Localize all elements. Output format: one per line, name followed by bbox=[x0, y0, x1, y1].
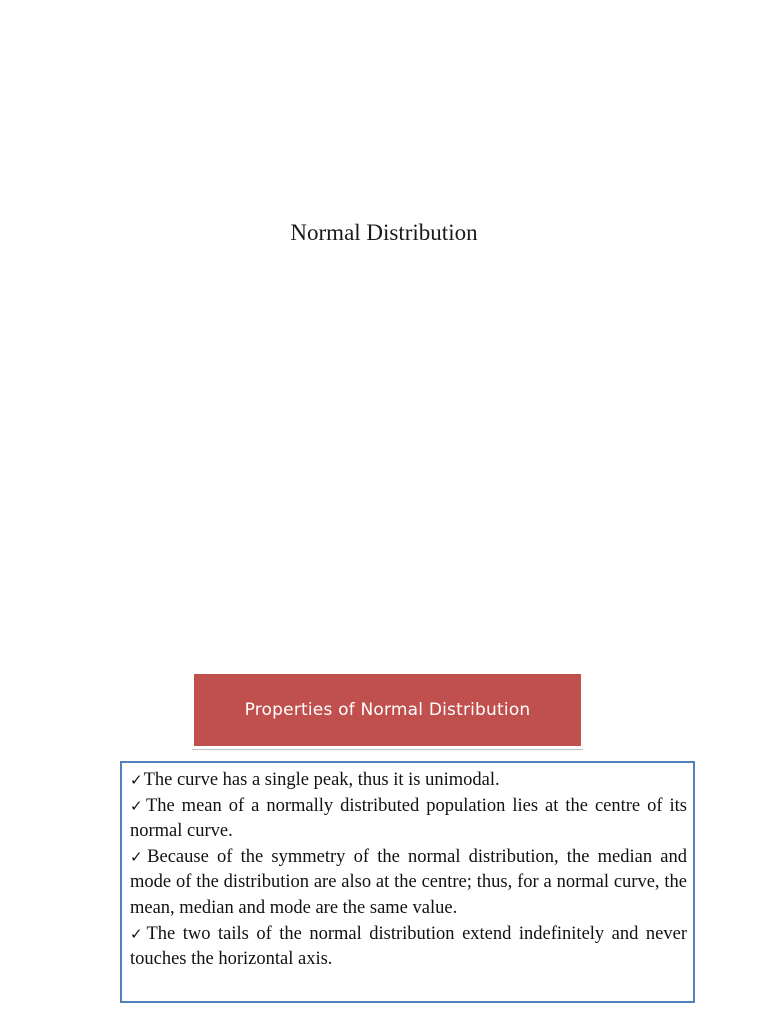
property-item bbox=[130, 922, 687, 973]
property-text: The two tails of the normal distribution extend indefinitely and never touches the horizontal axis. bbox=[130, 923, 687, 970]
property-text: The mean of a normally distributed population lies at the centre of its normal curve. bbox=[130, 795, 687, 842]
section-heading-banner: Properties of Normal Distribution bbox=[194, 674, 581, 746]
property-item bbox=[130, 768, 687, 794]
property-text: The curve has a single peak, thus it is unimodal. bbox=[143, 770, 500, 790]
properties-box bbox=[120, 761, 695, 1003]
property-text: Because of the symmetry of the normal distribution, the median and mode of the distribution are also at the centre; thus, for a normal curve, the mean, median and mode are the same value. bbox=[130, 846, 687, 918]
checkmark-icon: ✓ bbox=[130, 847, 147, 866]
page-title: Normal Distribution bbox=[290, 220, 478, 245]
banner-divider bbox=[192, 749, 583, 750]
checkmark-icon: ✓ bbox=[130, 924, 146, 943]
property-item bbox=[130, 794, 687, 845]
checkmark-icon: ✓ bbox=[130, 796, 145, 815]
checkmark-icon: ✓ bbox=[130, 771, 143, 789]
property-item bbox=[130, 845, 687, 922]
